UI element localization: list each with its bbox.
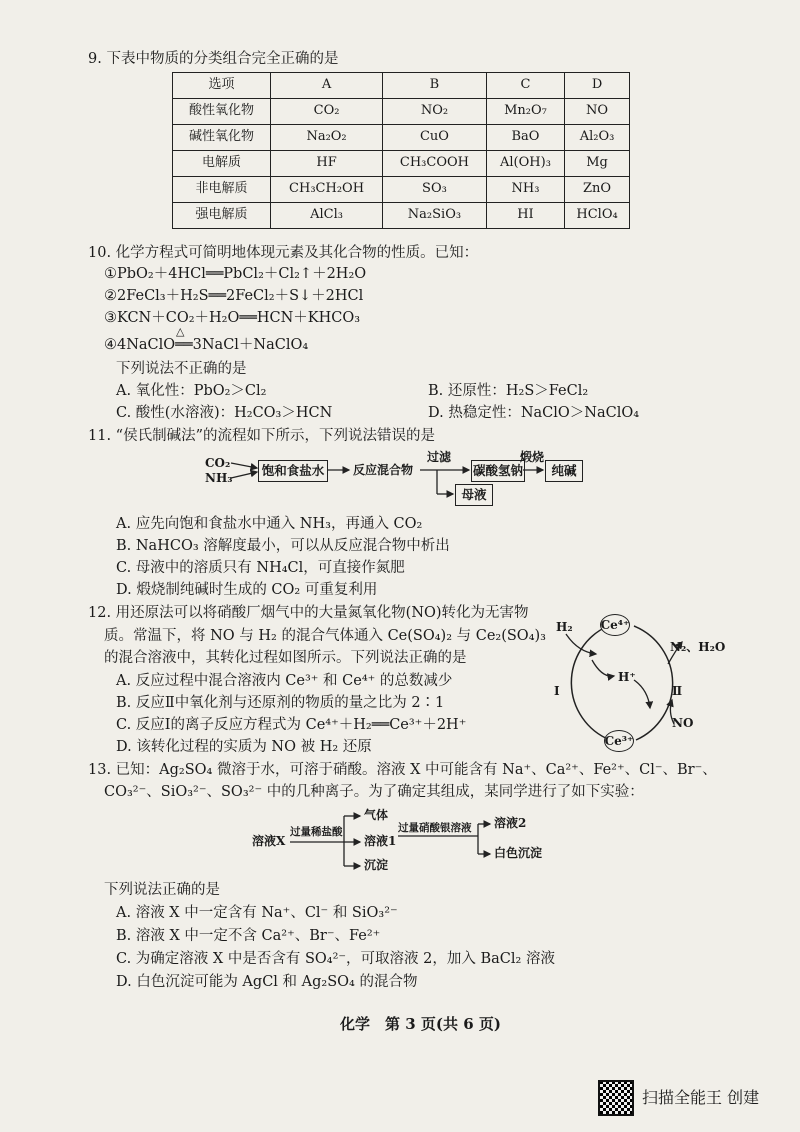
flow-solution-2: 溶液2 — [494, 816, 527, 830]
table-header-cell: B — [383, 73, 487, 99]
table-cell: HI — [486, 203, 564, 229]
table-cell: HClO₄ — [565, 203, 630, 229]
flow-input-nh3: NH₃ — [205, 471, 233, 485]
table-row — [173, 151, 630, 177]
no-label: NO — [672, 716, 694, 730]
table-cell: CH₃COOH — [383, 151, 487, 177]
flow-solution-x: 溶液X — [252, 834, 286, 848]
q12-option-d: D. 该转化过程的实质为 NO 被 H₂ 还原 — [116, 739, 372, 755]
table-header-cell: A — [271, 73, 383, 99]
table-cell: NO — [565, 99, 630, 125]
q12-option-b: B. 反应Ⅱ中氧化剂与还原剂的物质的量之比为 2∶1 — [116, 695, 445, 711]
q10-equation-2: ②2FeCl₃＋H₂S══2FeCl₂＋S↓＋2HCl — [104, 288, 364, 304]
qr-code-icon — [598, 1080, 634, 1116]
flow-box-mother-liquor: 母液 — [455, 484, 493, 506]
scanner-watermark — [598, 1080, 759, 1116]
h2-label: H₂ — [556, 620, 573, 634]
q10-option-d: D. 热稳定性：NaClO＞NaClO₄ — [428, 405, 640, 421]
q10-option-b: B. 还原性：H₂S＞FeCl₂ — [428, 383, 589, 399]
q10-equation-4: ④4NaClO══3NaCl＋NaClO₄ — [104, 337, 309, 353]
q13-option-d: D. 白色沉淀可能为 AgCl 和 Ag₂SO₄ 的混合物 — [116, 974, 418, 990]
table-cell: 电解质 — [173, 151, 271, 177]
flow-gas: 气体 — [364, 808, 389, 822]
flow-box-nahco3: 碳酸氢钠 — [471, 460, 525, 482]
scanner-label: 扫描全能王 创建 — [642, 1088, 760, 1107]
q11-option-b: B. NaHCO₃ 溶解度最小，可以从反应混合物中析出 — [116, 538, 450, 554]
q11-option-d: D. 煅烧制纯碱时生成的 CO₂ 可重复利用 — [116, 582, 378, 598]
page-footer: 化学 第 3 页(共 6 页) — [340, 1015, 501, 1033]
table-cell: NH₃ — [486, 177, 564, 203]
q12-stem-line1: 12. 用还原法可以将硝酸厂烟气中的大量氮氧化物(NO)转化为无害物 — [88, 605, 529, 621]
table-cell: 碱性氧化物 — [173, 125, 271, 151]
q12-option-c: C. 反应Ⅰ的离子反应方程式为 Ce⁴⁺＋H₂══Ce³⁺＋2H⁺ — [116, 717, 467, 733]
table-row — [173, 125, 630, 151]
classification-table — [172, 72, 630, 229]
q10-stem: 10. 化学方程式可简明地体现元素及其化合物的性质。已知： — [88, 245, 479, 261]
table-header-cell: D — [565, 73, 630, 99]
table-cell: HF — [271, 151, 383, 177]
flow-input-co2: CO₂ — [205, 456, 231, 470]
q12-stem-line2: 质。常温下，将 NO 与 H₂ 的混合气体通入 Ce(SO₄)₂ 与 Ce₂(SO₄)₃ — [104, 628, 546, 644]
table-cell: 非电解质 — [173, 177, 271, 203]
flow-box-brine: 饱和食盐水 — [258, 460, 328, 482]
table-cell: Al₂O₃ — [565, 125, 630, 151]
q13-stem-line1: 13. 已知：Ag₂SO₄ 微溶于水，可溶于硝酸。溶液 X 中可能含有 Na⁺、Ca²⁺、Fe²⁺、Cl⁻、Br⁻、 — [88, 762, 717, 778]
q13-option-a: A. 溶液 X 中一定含有 Na⁺、Cl⁻ 和 SiO₃²⁻ — [116, 905, 398, 921]
flow-box-soda: 纯碱 — [545, 460, 583, 482]
table-cell: Na₂SiO₃ — [383, 203, 487, 229]
reaction-2-label: Ⅱ — [672, 684, 683, 698]
q11-flowchart — [205, 450, 585, 510]
flow-precipitate: 沉淀 — [364, 858, 389, 872]
table-cell: ZnO — [565, 177, 630, 203]
reaction-1-label: Ⅰ — [554, 684, 560, 698]
ce3-node: Ce³⁺ — [604, 730, 634, 752]
q11-option-a: A. 应先向饱和食盐水中通入 NH₃，再通入 CO₂ — [116, 516, 423, 532]
table-cell: AlCl₃ — [271, 203, 383, 229]
cycle-arrows — [548, 612, 738, 760]
flow-agno3-label: 过量硝酸银溶液 — [398, 822, 472, 834]
flow-white-precipitate: 白色沉淀 — [494, 846, 543, 860]
q10-option-c: C. 酸性(水溶液)：H₂CO₃＞HCN — [116, 405, 333, 421]
flow-filter-label: 过滤 — [427, 450, 452, 464]
q12-cycle-diagram — [548, 612, 738, 760]
table-cell: CuO — [383, 125, 487, 151]
table-cell: Na₂O₂ — [271, 125, 383, 151]
q13-flowchart — [252, 806, 552, 874]
q9-stem: 9. 下表中物质的分类组合完全正确的是 — [88, 51, 339, 67]
table-cell: Al(OH)₃ — [486, 151, 564, 177]
q11-stem: 11. “侯氏制碱法”的流程如下所示，下列说法错误的是 — [88, 428, 435, 444]
hplus-label: H⁺ — [618, 670, 636, 684]
q12-stem-line3: 的混合溶液中，其转化过程如图所示。下列说法正确的是 — [104, 650, 467, 666]
table-cell: Mn₂O₇ — [486, 99, 564, 125]
flow-calcine-label: 煅烧 — [520, 450, 545, 464]
q13-stem-line2: CO₃²⁻、SiO₃²⁻、SO₃²⁻ 中的几种离子。为了确定其组成，某同学进行了如下实验： — [104, 784, 644, 800]
q10-ask: 下列说法不正确的是 — [116, 361, 247, 377]
table-cell: NO₂ — [383, 99, 487, 125]
table-cell: 酸性氧化物 — [173, 99, 271, 125]
table-cell: Mg — [565, 151, 630, 177]
table-header-cell: C — [486, 73, 564, 99]
table-row — [173, 99, 630, 125]
flow-mixture: 反应混合物 — [353, 463, 414, 477]
products-label: N₂、H₂O — [670, 640, 726, 654]
flow-hcl-label: 过量稀盐酸 — [290, 826, 343, 838]
q10-heating-condition: △ — [176, 325, 185, 338]
q10-equation-3: ③KCN＋CO₂＋H₂O══HCN＋KHCO₃ — [104, 310, 361, 326]
q10-option-a: A. 氧化性：PbO₂＞Cl₂ — [116, 383, 267, 399]
q13-option-b: B. 溶液 X 中一定不含 Ca²⁺、Br⁻、Fe²⁺ — [116, 928, 381, 944]
table-row — [173, 203, 630, 229]
table-header-row — [173, 73, 630, 99]
table-cell: BaO — [486, 125, 564, 151]
q11-option-c: C. 母液中的溶质只有 NH₄Cl，可直接作氮肥 — [116, 560, 405, 576]
q10-equation-1: ①PbO₂＋4HCl══PbCl₂＋Cl₂↑＋2H₂O — [104, 266, 367, 282]
table-cell: CO₂ — [271, 99, 383, 125]
table-cell: CH₃CH₂OH — [271, 177, 383, 203]
table-cell: 强电解质 — [173, 203, 271, 229]
q13-option-c: C. 为确定溶液 X 中是否含有 SO₄²⁻，可取溶液 2，加入 BaCl₂ 溶液 — [116, 951, 555, 967]
q12-option-a: A. 反应过程中混合溶液内 Ce³⁺ 和 Ce⁴⁺ 的总数减少 — [116, 673, 453, 689]
ce4-node: Ce⁴⁺ — [600, 614, 630, 636]
table-row — [173, 177, 630, 203]
table-cell: SO₃ — [383, 177, 487, 203]
flow-solution-1: 溶液1 — [364, 834, 397, 848]
q13-ask: 下列说法正确的是 — [104, 882, 220, 898]
table-header-cell: 选项 — [173, 73, 271, 99]
